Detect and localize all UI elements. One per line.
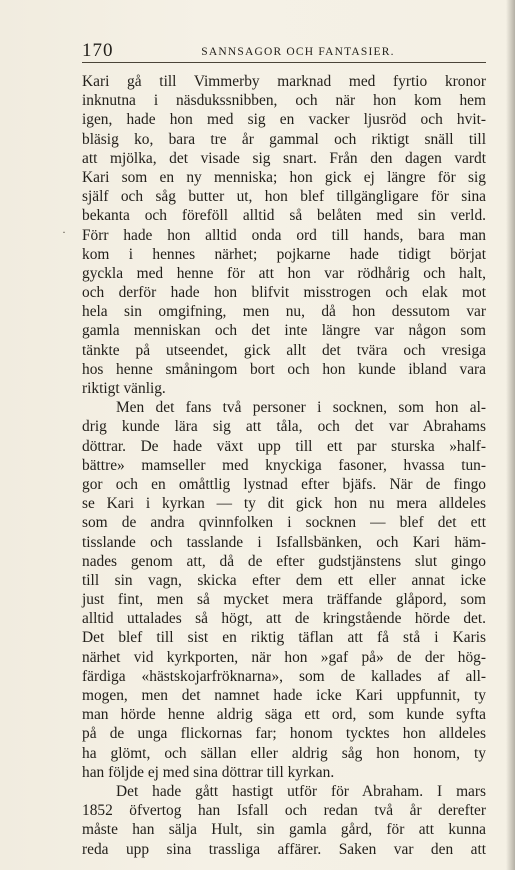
page-number: 170 xyxy=(82,40,114,61)
text-line: bättre» mamseller med knyckiga fasoner, hvassa tun- xyxy=(82,456,486,474)
text-line: reda upp sina trassliga affärer. Saken var den att xyxy=(82,840,486,858)
text-line: bläsig ko, bara tre år gammal och riktigt snäll till xyxy=(82,130,486,148)
header-rule xyxy=(82,62,486,63)
text-line: på de unga flickornas far; honom tycktes hon alldeles xyxy=(82,725,486,743)
text-line: måste han sälja Hult, sin gamla gård, för att kunna xyxy=(82,821,486,839)
text-line: som de andra qvinnfolken i socknen — blef det ett xyxy=(82,514,486,532)
text-line: 1852 öfvertog han Isfall och redan två år derefter xyxy=(82,802,486,820)
text-line: kom i hennes närhet; pojkarne hade tidigt börjat xyxy=(82,245,486,263)
text-line: Men det fans två personer i socknen, som hon al- xyxy=(116,399,486,417)
text-line: Förr hade hon alltid onda ord till hands, bara man xyxy=(82,226,486,244)
text-line: mogen, men det namnet hade icke Kari uppfunnit, ty xyxy=(82,687,486,704)
text-line: närhet vid kyrkporten, när hon »gaf på» de der hög- xyxy=(82,648,486,666)
text-line: Kari gå till Vimmerby marknad med fyrtio kronor xyxy=(82,73,486,90)
text-line: gyckla med henne för att hon var rödhårig och halt, xyxy=(82,264,486,282)
text-line: alltid uttalades så högt, att de kringstående hörde det. xyxy=(82,610,486,628)
text-line: Det hade gått hastigt utför för Abraham. I mars xyxy=(116,782,486,800)
text-line: igen, hade hon med sig en vacker ljusröd och hvit- xyxy=(82,111,486,129)
text-line: gamla menniskan och det inte längre var någon som xyxy=(82,322,486,340)
text-line: bekanta och föreföll alltid så belåten med sin verld. xyxy=(82,207,486,225)
body-text xyxy=(82,72,486,859)
text-line: hos henne småningom bort och hon kunde ibland vara xyxy=(82,360,486,378)
text-line: att mjölka, det visade sig snart. Från den dagen vardt xyxy=(82,149,486,167)
text-line: just fint, men så mycket mera träffande glåpord, som xyxy=(82,591,486,609)
text-line: man hörde henne aldrig säga ett ord, som kunde syfta xyxy=(82,706,486,724)
running-head xyxy=(82,40,486,62)
text-line: nades genom att, då de efter gudstjänstens slut gingo xyxy=(82,552,486,570)
text-line: ha glömt, och sällan eller aldrig såg hon honom, ty xyxy=(82,744,486,762)
text-line: färdiga «hästskojarfröknarna», som de kallades af all- xyxy=(82,667,486,685)
text-line: Det blef till sist en riktig täflan att få stå i Karis xyxy=(82,629,486,647)
text-line: inknutna i näsdukssnibben, och när hon kom hem xyxy=(82,92,486,110)
text-line: hela sin omgifning, men nu, då hon dessutom var xyxy=(82,303,486,321)
text-line: själf och såg butter ut, hon blef tillgängligare för sina xyxy=(82,188,486,206)
text-line: drig kunde lära sig att tåla, och det var Abrahams xyxy=(82,418,486,436)
text-line: se Kari i kyrkan — ty dit gick hon nu mera alldeles xyxy=(82,495,486,513)
text-line: han följde ej med sina döttrar till kyrkan. xyxy=(82,763,335,781)
page-edge-shadow xyxy=(506,0,515,870)
text-line: döttrar. De hade växt upp till ett par sturska »half- xyxy=(82,437,486,455)
text-line: till sin vagn, skicka efter dem ett eller annat icke xyxy=(82,571,486,589)
text-line: tisslande och tasslande i Isfallsbänken, och Kari häm- xyxy=(82,533,486,551)
text-line: gor och en omåttlig lystnad efter bjäfs. När de fingo xyxy=(82,475,486,493)
text-line: och derför hade hon blifvit misstrogen och elak mot xyxy=(82,284,486,302)
text-line: riktigt vänlig. xyxy=(82,380,166,397)
running-title: SANNSAGOR OCH FANTASIER. xyxy=(201,46,395,58)
text-line: tänkte på utseendet, gick allt det tvära och vresiga xyxy=(82,341,486,359)
margin-mark: · xyxy=(62,225,66,239)
text-line: Kari som en ny menniska; hon gick ej längre för sig xyxy=(82,168,486,186)
